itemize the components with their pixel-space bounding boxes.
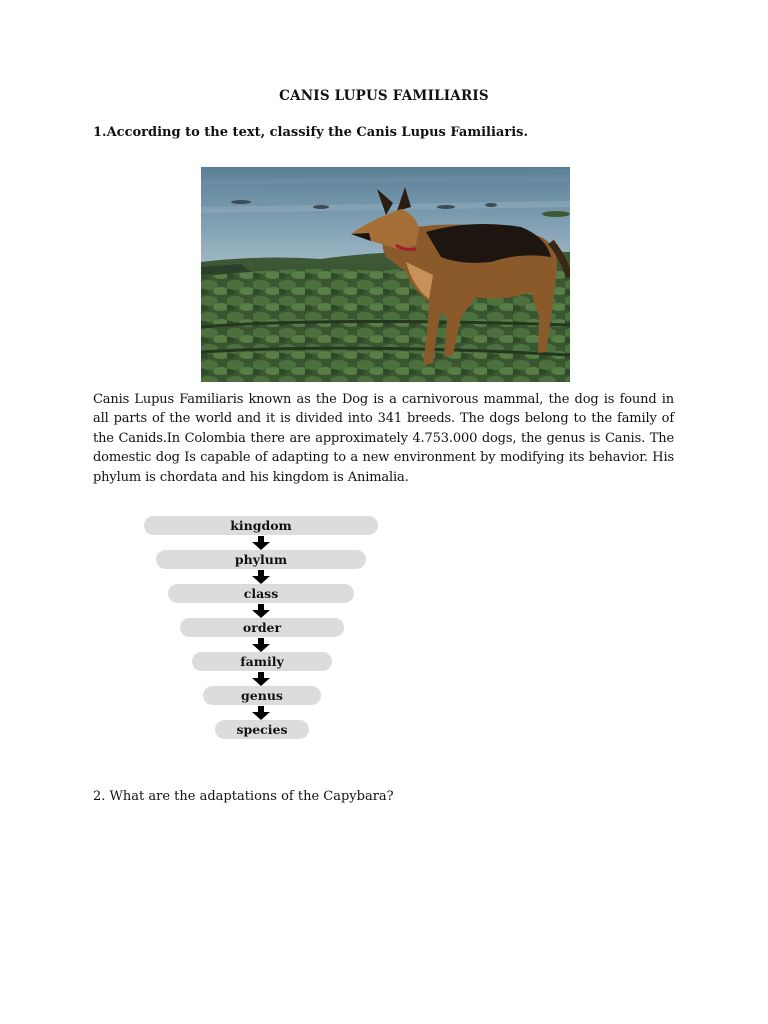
question-1: 1.According to the text, classify the Canis Lupus Familiaris. — [93, 125, 528, 140]
description-paragraph: Canis Lupus Familiaris known as the Dog is a carnivorous mammal, the dog is found in all parts of the world and it is divided into 341 breeds. The dogs belong to the family of the Canids.In Colombia there are approximately 4.753.000 dogs, the genus is Canis. The domestic dog Is capable of adapting to a new environment by modifying its behavior. His phylum is chordata and his kingdom is Animalia. — [93, 392, 674, 485]
arrow-down-icon — [251, 536, 271, 550]
rank-family: family — [192, 652, 332, 671]
arrow-down-icon — [251, 706, 271, 720]
rank-genus: genus — [203, 686, 321, 705]
dog-photo — [201, 167, 570, 382]
question-2: 2. What are the adaptations of the Capybara? — [93, 789, 394, 804]
rank-class: class — [168, 584, 354, 603]
rank-kingdom: kingdom — [144, 516, 378, 535]
rank-order: order — [180, 618, 344, 637]
arrow-down-icon — [251, 604, 271, 618]
arrow-down-icon — [251, 638, 271, 652]
rank-phylum: phylum — [156, 550, 366, 569]
document-title: CANIS LUPUS FAMILIARIS — [279, 88, 489, 104]
rank-species: species — [215, 720, 309, 739]
arrow-down-icon — [251, 672, 271, 686]
arrow-down-icon — [251, 570, 271, 584]
